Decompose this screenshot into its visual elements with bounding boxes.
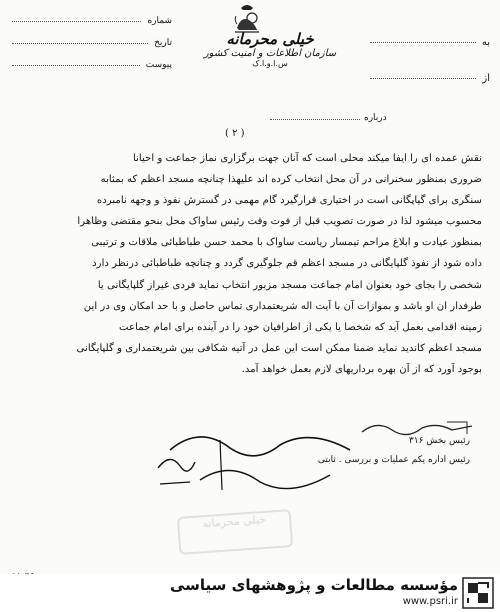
organization-heading: [185, 30, 355, 68]
body-line: شخصی را بجای خود بعنوان امام جماعت مسجد مزبور انتخاب نماید فردی غیراز گلپایگانی یا: [97, 279, 482, 291]
body-line: طرفدار ان او باشد و بموازات آن با آیت اله شریعتمداری تماس حاصل و با حد امکان وی در این: [83, 300, 482, 312]
number-field: شماره: [12, 10, 172, 32]
handwritten-initials: [150, 448, 200, 493]
classification-heading: خیلی محرمانه: [226, 30, 314, 48]
to-field: به: [370, 24, 490, 60]
body-line: سنگری برای گیاپگانی است در اختیاری قرارگیرد گام مهمی در گسترش نفوذ و وجهه نامبرده: [96, 195, 482, 207]
body-line: بمنظور عیادت و ابلاغ مراحم تیمسار ریاست ساواک با محمد حسن طباطبائی ملاقات و ترتیبی: [91, 237, 482, 249]
date-field: تاریخ: [12, 32, 172, 54]
body-line: بوجود آورد که از آن بهره برداریهای لازم بعمل خواهد آمد.: [241, 363, 482, 375]
body-line: زمینه اقدامی بعمل آید که شخصا یا یکی از اطرافیان خود را در آینده برای امام جماعت: [119, 321, 482, 333]
from-field: از: [370, 60, 490, 96]
organization-code: س.ا.و.ا.ک: [252, 59, 288, 68]
body-line: محسوب میشود لذا در صورت تصویب قبل از فوت وقت رئیس ساواک محل بنحو مقتضی وظاهرا: [77, 216, 482, 228]
institute-logo-icon: [462, 577, 494, 609]
body-line: ضروری بمنظور سخنرانی در آن محل انتخاب کرده اند علیهذا چنانچه مسجد اعظم که بمثابه: [100, 174, 482, 186]
faint-stamp: خیلی محرمانه: [177, 509, 293, 555]
institute-name: مؤسسه مطالعات و پژوهشهای سیاسی: [169, 576, 458, 594]
subject-field: درباره: [270, 113, 387, 123]
institute-url: www.psri.ir: [402, 596, 458, 607]
attachment-field: پیوست: [12, 54, 172, 76]
organization-name: سازمان اطلاعات و امنیت کشور: [203, 48, 337, 59]
signatory-line: رئیس بخش ۳۱۶: [408, 436, 470, 446]
page-number: ( ۲ ): [225, 128, 245, 139]
body-line: نقش عمده ای را ایفا میکند محلی است که آنان جهت برگزاری نماز جماعت و احیانا: [132, 153, 482, 164]
body-line: داده شود از نفوذ گلپایگانی در مسجد اعظم قم جلوگیری گردد و چنانچه طباطبائی درنظر دارد: [92, 258, 482, 270]
watermark-footer: [0, 574, 500, 612]
header-right-fields: [370, 24, 490, 96]
signature-block: [240, 432, 470, 470]
signatory-line: رئیس اداره یکم عملیات و بررسی . ثابتی: [317, 455, 470, 465]
body-line: مسجد اعظم کاندید نماید ضمنا ممکن است این عمل در آتیه شکافی بین شریعتمداری و گلپایگانی: [76, 342, 482, 354]
letter-body: [18, 148, 482, 380]
header-left-fields: [12, 10, 172, 76]
